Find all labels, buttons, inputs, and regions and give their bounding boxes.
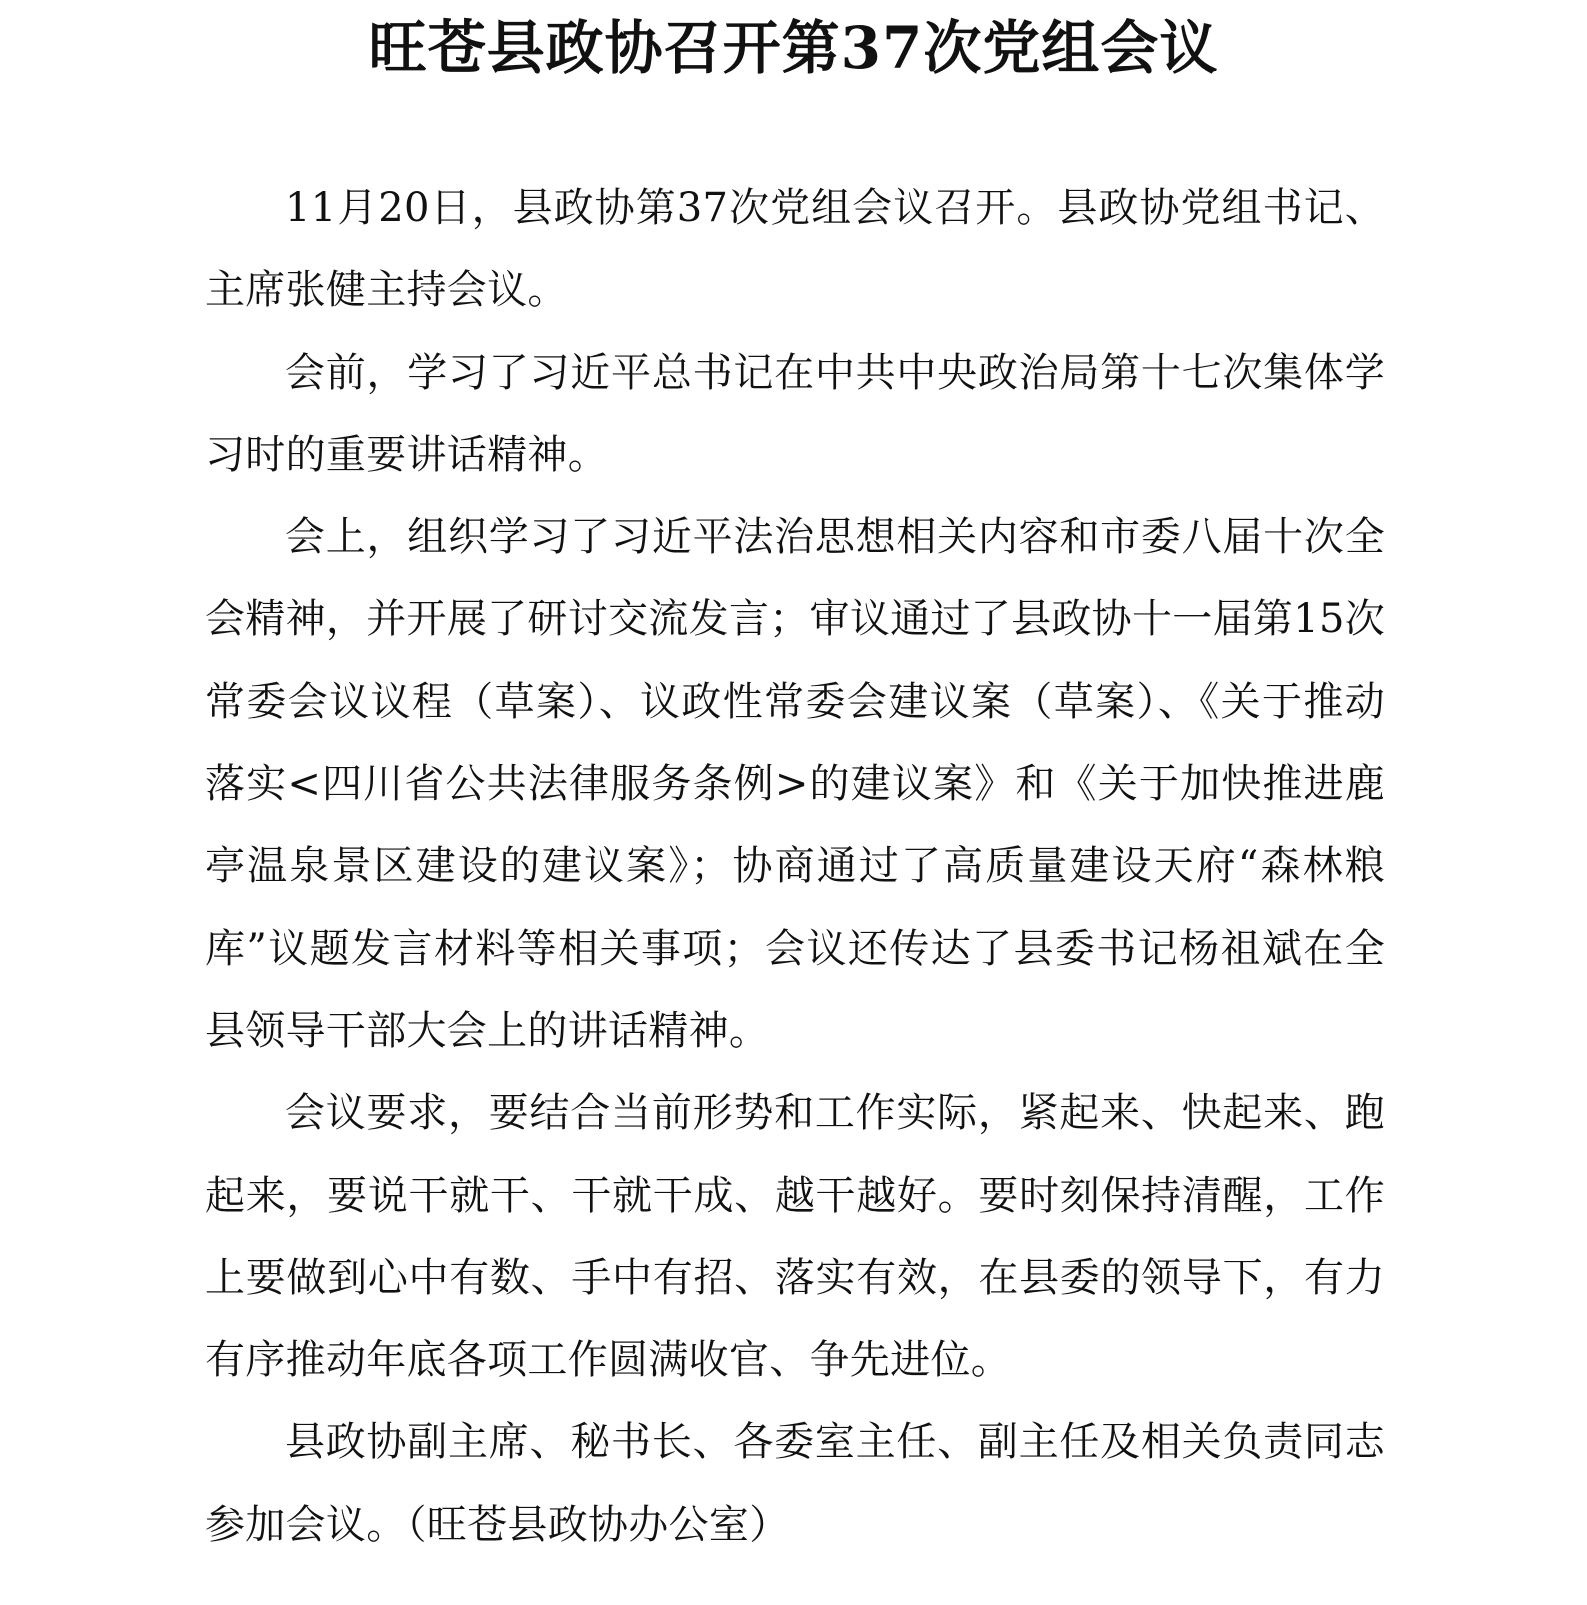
paragraph-attendees: 县政协副主席、秘书长、各委室主任、副主任及相关负责同志参加会议。（旺苍县政协办公室）: [205, 1419, 1385, 1548]
paragraph-meeting-content: 会上，组织学习了习近平法治思想相关内容和市委八届十次全会精神，并开展了研讨交流发言；审议通过了县政协十一届第15次常委会议议程（草案）、议政性常委会建议案（草案）、《关于推动落实<四川省公共法律服务条例>的建议案》和《关于加快推进鹿亭温泉景区建设的建议案》；协商通过了高质量建设天府“森林粮库”议题发言材料等相关事项；会议还传达了县委书记杨祖斌在全县领导干部大会上的讲话精神。: [205, 514, 1385, 1054]
paragraph-pre-meeting-study: 会前，学习了习近平总书记在中共中央政治局第十七次集体学习时的重要讲话精神。: [205, 349, 1385, 478]
paragraph-meeting-requirements: 会议要求，要结合当前形势和工作实际，紧起来、快起来、跑起来，要说干就干、干就干成、越干越好。要时刻保持清醒，工作上要做到心中有数、手中有招、落实有效，在县委的领导下，有力有序推动年底各项工作圆满收官、争先进位。: [205, 1090, 1385, 1384]
article-body: [205, 167, 1385, 1566]
article-title: 旺苍县政协召开第37次党组会议: [368, 14, 1219, 82]
paragraph-date-host: 11月20日，县政协第37次党组会议召开。县政协党组书记、主席张健主持会议。: [205, 185, 1385, 314]
